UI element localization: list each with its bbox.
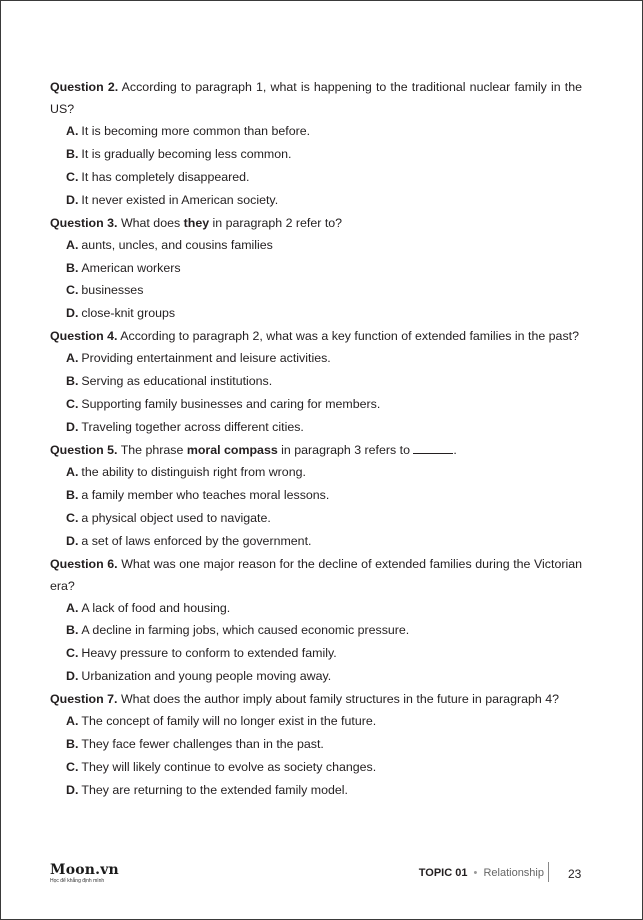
- option-letter: D.: [66, 782, 79, 797]
- answer-option: [66, 507, 582, 530]
- option-letter: D.: [66, 419, 79, 434]
- answer-option: [66, 279, 582, 302]
- answer-option: [66, 619, 582, 642]
- question-text: According to paragraph 2, what was a key function of extended families in the past?: [120, 329, 579, 344]
- question-number: Question 2.: [50, 80, 119, 94]
- question-list: [50, 76, 582, 802]
- answer-option: [66, 710, 582, 733]
- option-text: It never existed in American society.: [81, 192, 279, 207]
- question-text: The phrase: [120, 442, 187, 457]
- option-text: They will likely continue to evolve as society changes.: [81, 759, 377, 774]
- answer-option: [66, 393, 582, 416]
- question-text: in paragraph 3 refers to: [277, 442, 414, 457]
- option-letter: C.: [66, 169, 79, 184]
- answer-option: [66, 166, 582, 189]
- page-number: 23: [568, 867, 582, 881]
- running-head: [419, 867, 544, 879]
- option-letter: B.: [66, 374, 79, 389]
- answer-options: [50, 347, 582, 439]
- answer-option: [66, 370, 582, 393]
- topic-separator: •: [473, 867, 478, 879]
- option-text: American workers: [81, 260, 181, 275]
- option-letter: C.: [66, 646, 79, 661]
- answer-option: [66, 257, 582, 280]
- option-letter: D.: [66, 192, 79, 207]
- option-letter: C.: [66, 283, 79, 298]
- option-letter: A.: [66, 351, 79, 366]
- answer-option: [66, 665, 582, 688]
- answer-option: [66, 189, 582, 212]
- option-letter: A.: [66, 600, 79, 615]
- option-text: businesses: [81, 283, 144, 298]
- answer-options: [50, 461, 582, 553]
- option-letter: B.: [66, 260, 79, 275]
- option-text: A lack of food and housing.: [81, 600, 231, 615]
- option-letter: A.: [66, 237, 79, 252]
- option-text: Providing entertainment and leisure activities.: [81, 351, 331, 366]
- option-text: aunts, uncles, and cousins families: [81, 237, 273, 252]
- question-number: Question 6.: [50, 556, 118, 571]
- option-text: Serving as educational institutions.: [81, 374, 273, 389]
- option-letter: A.: [66, 714, 79, 729]
- option-text: a set of laws enforced by the government.: [81, 533, 312, 548]
- topic-label: TOPIC 01: [418, 867, 468, 879]
- question-stem: [50, 212, 582, 234]
- answer-option: [66, 416, 582, 439]
- answer-option: [66, 302, 582, 325]
- option-letter: B.: [66, 737, 79, 752]
- key-term: they: [183, 215, 210, 230]
- question-stem: [50, 439, 582, 461]
- answer-option: [66, 143, 582, 166]
- question-text: .: [453, 442, 457, 457]
- option-letter: D.: [66, 533, 79, 548]
- answer-option: [66, 234, 582, 257]
- answer-options: [50, 120, 582, 212]
- question-stem: [50, 688, 582, 710]
- answer-option: [66, 733, 582, 756]
- option-text: Heavy pressure to conform to extended family.: [81, 646, 337, 661]
- option-letter: A.: [66, 464, 79, 479]
- option-letter: A.: [66, 124, 79, 138]
- option-letter: D.: [66, 669, 79, 684]
- question-text: What does the author imply about family structures in the future in paragraph 4?: [120, 692, 559, 707]
- question-block: [50, 688, 582, 802]
- question-block: [50, 439, 582, 553]
- question-text: What does: [120, 215, 184, 230]
- question-stem: [50, 76, 582, 120]
- question-number: Question 4.: [50, 329, 118, 344]
- page-footer: [0, 858, 643, 888]
- question-number: Question 7.: [50, 692, 118, 707]
- question-text: According to paragraph 1, what is happening to the traditional nuclear family in the US?: [50, 80, 582, 116]
- question-text: in paragraph 2 refer to?: [209, 215, 343, 230]
- option-text: A decline in farming jobs, which caused economic pressure.: [81, 623, 410, 638]
- question-stem: [50, 553, 582, 597]
- option-letter: C.: [66, 397, 79, 412]
- answer-option: [66, 347, 582, 370]
- option-text: the ability to distinguish right from wrong.: [81, 464, 306, 479]
- answer-option: [66, 120, 582, 143]
- option-letter: C.: [66, 510, 79, 525]
- option-text: a family member who teaches moral lessons.: [81, 487, 330, 502]
- question-number: Question 3.: [50, 215, 118, 230]
- option-text: Urbanization and young people moving away.: [81, 669, 332, 684]
- footer-divider: [548, 862, 549, 882]
- option-text: Traveling together across different cities.: [81, 419, 304, 434]
- answer-option: [66, 530, 582, 553]
- option-letter: B.: [66, 623, 79, 638]
- answer-options: [50, 710, 582, 802]
- option-text: The concept of family will no longer exist in the future.: [81, 714, 377, 729]
- question-block: [50, 76, 582, 212]
- answer-option: [66, 756, 582, 779]
- answer-blank: [413, 441, 453, 454]
- answer-option: [66, 642, 582, 665]
- option-text: They are returning to the extended family model.: [81, 782, 348, 797]
- option-letter: B.: [66, 146, 79, 161]
- answer-option: [66, 461, 582, 484]
- option-letter: D.: [66, 306, 79, 321]
- key-term: moral compass: [186, 442, 278, 457]
- logo-tagline: Học để khẳng định mình: [50, 878, 105, 884]
- option-text: a physical object used to navigate.: [81, 510, 271, 525]
- option-letter: C.: [66, 759, 79, 774]
- moon-logo: Moon.vn: [50, 862, 119, 878]
- option-text: It is gradually becoming less common.: [81, 146, 292, 161]
- answer-option: [66, 779, 582, 802]
- question-text: What was one major reason for the decline of extended families during the Victorian era?: [50, 556, 582, 593]
- question-block: [50, 553, 582, 689]
- answer-option: [66, 597, 582, 620]
- question-block: [50, 325, 582, 439]
- option-text: close-knit groups: [81, 306, 176, 321]
- section-label: Relationship: [483, 867, 544, 879]
- option-text: It has completely disappeared.: [81, 169, 250, 184]
- question-stem: [50, 325, 582, 347]
- answer-option: [66, 484, 582, 507]
- question-number: Question 5.: [50, 442, 118, 457]
- option-text: They face fewer challenges than in the past.: [81, 737, 324, 752]
- question-block: [50, 212, 582, 326]
- answer-options: [50, 597, 582, 689]
- option-letter: B.: [66, 487, 79, 502]
- option-text: It is becoming more common than before.: [81, 124, 311, 138]
- answer-options: [50, 234, 582, 326]
- option-text: Supporting family businesses and caring for members.: [81, 397, 381, 412]
